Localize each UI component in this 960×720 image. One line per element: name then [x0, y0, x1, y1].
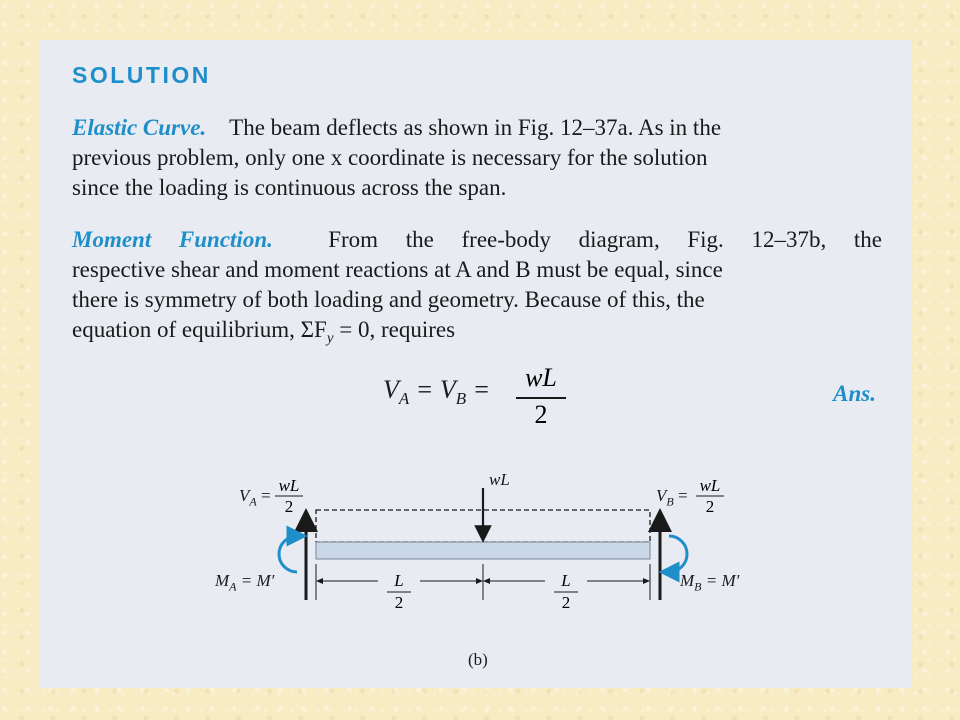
elastic-curve-text-1: The beam deflects as shown in Fig. 12–37a. As in the: [229, 115, 722, 140]
ma-label: [215, 571, 274, 594]
va-v: V: [239, 486, 250, 505]
dim-left-den: 2: [394, 593, 404, 612]
dim-right-num: L: [561, 571, 571, 590]
equilibrium-text: equation of equilibrium, ΣF: [72, 317, 327, 342]
va-eq: =: [256, 486, 271, 505]
elastic-curve-line-2: previous problem, only one x coordinate is necessary for the solution: [72, 145, 708, 170]
beam: [316, 542, 650, 559]
dim-right-den: 2: [561, 593, 571, 612]
eq-va: V: [383, 375, 399, 404]
solution-heading: SOLUTION: [72, 62, 211, 88]
moment-function-lead: Moment Function.: [72, 227, 273, 252]
moment-ma-arrow: [279, 536, 297, 572]
eq-sub-b: B: [455, 389, 467, 409]
eq-equals: =: [466, 375, 491, 404]
dim-left-num: L: [394, 571, 404, 590]
moment-function-line-2: respective shear and moment reactions at A and B must be equal, since: [72, 257, 723, 282]
load-label: wL: [489, 470, 510, 489]
va-sub: A: [249, 494, 257, 509]
eq-numerator: wL: [525, 363, 557, 392]
solution-panel: [40, 40, 912, 688]
ma-m: M: [215, 571, 230, 590]
mb-sub: B: [694, 579, 702, 594]
va-num: wL: [278, 476, 300, 495]
mb-m: M: [680, 571, 695, 590]
figure-caption: (b): [468, 650, 488, 669]
vb-v: V: [656, 486, 667, 505]
moment-function-text-1: From the free-body diagram, Fig. 12–37b, the: [328, 227, 883, 252]
eq-sub-a: A: [398, 389, 410, 409]
va-label: [239, 486, 271, 509]
vb-sub: B: [666, 494, 674, 509]
elastic-curve-line-3: since the loading is continuous across the span.: [72, 175, 507, 200]
vb-eq: =: [673, 486, 688, 505]
eq-denominator: 2: [534, 400, 548, 429]
vb-label: [656, 486, 688, 509]
ma-sub: A: [229, 579, 237, 594]
vb-den: 2: [705, 497, 715, 516]
elastic-curve-lead: Elastic Curve.: [72, 115, 207, 140]
equilibrium-sub: y: [326, 330, 334, 347]
va-den: 2: [284, 497, 294, 516]
moment-function-line-3: there is symmetry of both loading and geometry. Because of this, the: [72, 287, 705, 312]
eq-vb: = V: [409, 375, 456, 404]
ma-rhs: = M′: [236, 571, 275, 590]
mb-rhs: = M′: [701, 571, 740, 590]
answer-label: Ans.: [833, 381, 876, 406]
mb-label: [680, 571, 739, 594]
free-body-diagram: [40, 40, 912, 688]
moment-mb-arrow: [669, 536, 687, 572]
equilibrium-rest: = 0, requires: [333, 317, 456, 342]
vb-num: wL: [699, 476, 721, 495]
